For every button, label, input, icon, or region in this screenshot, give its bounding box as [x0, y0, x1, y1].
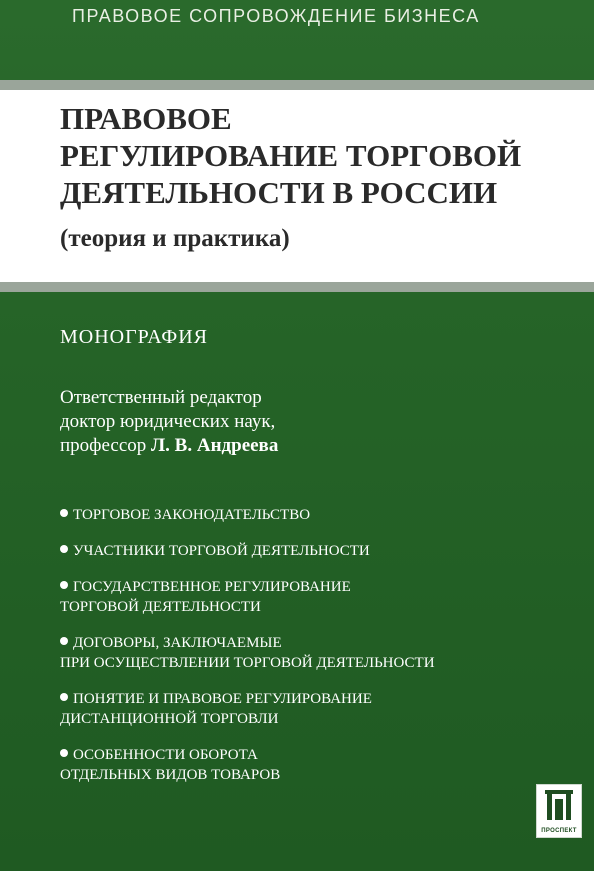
list-item: [60, 633, 435, 673]
editor-rank: профессор: [60, 435, 152, 456]
list-item: [60, 505, 435, 525]
book-title-line: РЕГУЛИРОВАНИЕ ТОРГОВОЙ: [60, 138, 522, 173]
bullet-icon: [60, 749, 68, 757]
band-bottom-divider: [0, 282, 594, 292]
topic-text: УЧАСТНИКИ ТОРГОВОЙ ДЕЯТЕЛЬНОСТИ: [73, 543, 370, 559]
topic-text-continued: ОТДЕЛЬНЫХ ВИДОВ ТОВАРОВ: [60, 767, 281, 783]
publisher-logo: [536, 784, 582, 838]
book-genre: МОНОГРАФИЯ: [60, 326, 209, 348]
topic-text-continued: ПРИ ОСУЩЕСТВЛЕНИИ ТОРГОВОЙ ДЕЯТЕЛЬНОСТИ: [60, 655, 435, 671]
topic-text: ТОРГОВОЕ ЗАКОНОДАТЕЛЬСТВО: [73, 507, 311, 523]
series-title: ПРАВОВОЕ СОПРОВОЖДЕНИЕ БИЗНЕСА: [72, 6, 480, 26]
topic-text: ОСОБЕННОСТИ ОБОРОТА: [73, 747, 258, 763]
book-title-line: ПРАВОВОЕ: [60, 101, 232, 136]
list-item: [60, 541, 435, 561]
editor-degree: доктор юридических наук,: [60, 411, 276, 432]
book-subtitle: (теория и практика): [60, 225, 290, 252]
editor-title-line: [60, 434, 278, 458]
editor-name: Л. В. Андреева: [151, 435, 279, 456]
topic-text-continued: ДИСТАНЦИОННОЙ ТОРГОВЛИ: [60, 711, 279, 727]
bullet-icon: [60, 637, 68, 645]
list-item: [60, 745, 435, 785]
publisher-logo-icon: [537, 785, 581, 825]
editor-role: Ответственный редактор: [60, 387, 262, 408]
bullet-icon: [60, 581, 68, 589]
bullet-icon: [60, 545, 68, 553]
publisher-name: ПРОСПЕКТ: [541, 828, 577, 834]
book-title: [60, 100, 580, 211]
book-title-line: ДЕЯТЕЛЬНОСТИ В РОССИИ: [60, 175, 498, 210]
topic-text: ПОНЯТИЕ И ПРАВОВОЕ РЕГУЛИРОВАНИЕ: [73, 691, 372, 707]
list-item: [60, 577, 435, 617]
band-top-divider: [0, 80, 594, 90]
topic-text: ДОГОВОРЫ, ЗАКЛЮЧАЕМЫЕ: [73, 635, 282, 651]
bullet-icon: [60, 509, 68, 517]
list-item: [60, 689, 435, 729]
topic-text-continued: ТОРГОВОЙ ДЕЯТЕЛЬНОСТИ: [60, 599, 261, 615]
topic-text: ГОСУДАРСТВЕННОЕ РЕГУЛИРОВАНИЕ: [73, 579, 351, 595]
editor-block: [60, 386, 278, 458]
bullet-icon: [60, 693, 68, 701]
topics-list: [60, 505, 435, 801]
